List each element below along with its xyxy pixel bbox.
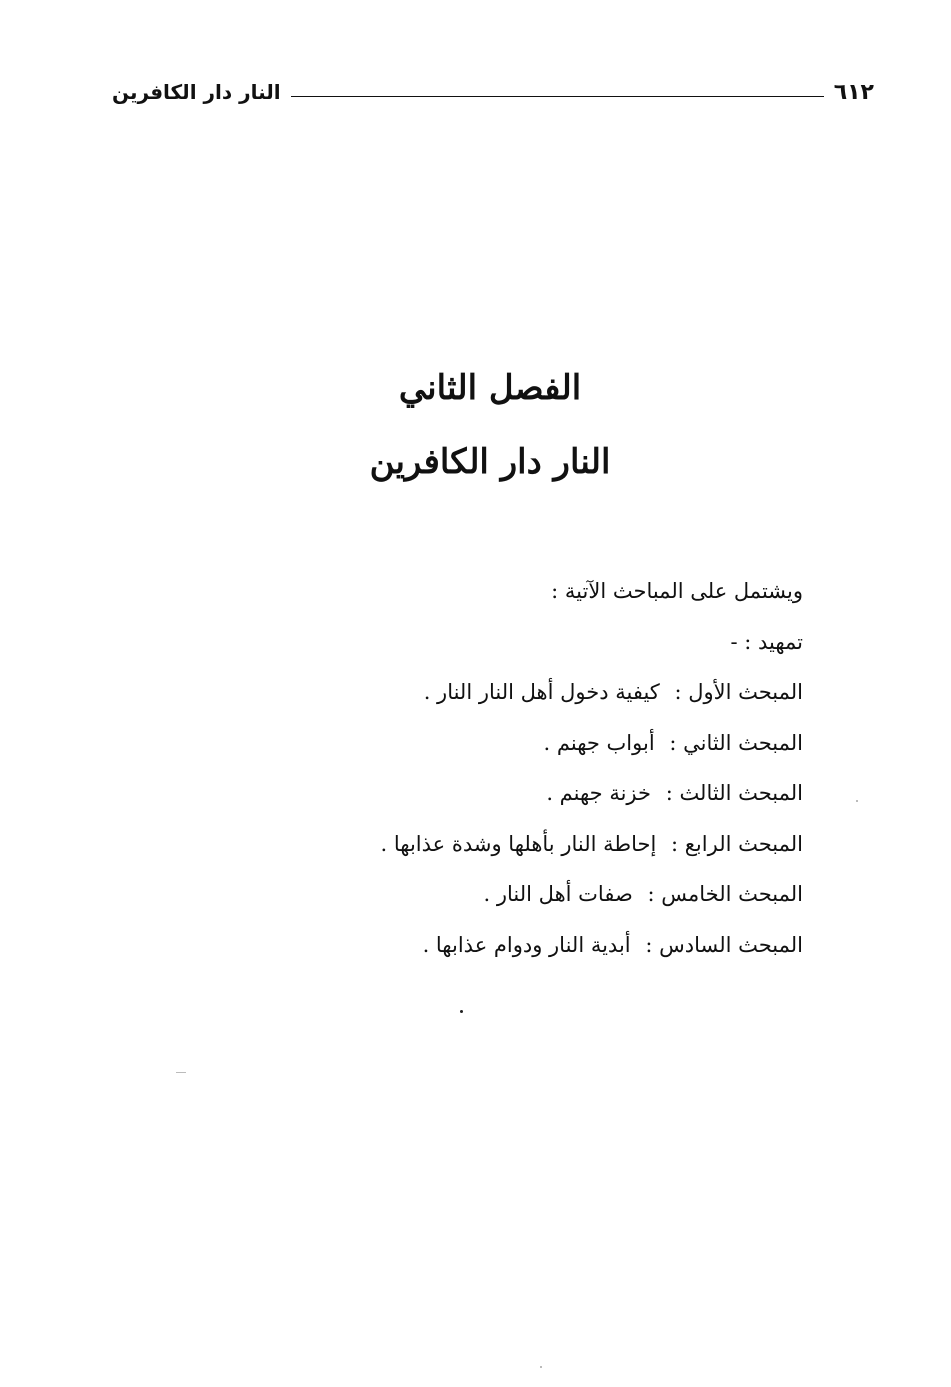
section-entry-4 xyxy=(283,819,803,870)
section-entry-1 xyxy=(283,667,803,718)
scan-speck xyxy=(176,1072,186,1073)
section-title: أبدية النار ودوام عذابها . xyxy=(422,932,631,957)
preface-entry: تمهيد : - xyxy=(730,629,803,654)
section-title: أبواب جهنم . xyxy=(543,730,655,755)
header-rule xyxy=(291,96,824,97)
chapter-heading xyxy=(0,365,951,487)
section-title: إحاطة النار بأهلها وشدة عذابها . xyxy=(380,831,657,856)
page-number: ٦١٢ xyxy=(833,79,874,105)
section-title: خزنة جهنم . xyxy=(546,781,651,805)
chapter-title: النار دار الكافرين xyxy=(369,442,611,482)
section-label: المبحث الثالث : xyxy=(665,781,803,805)
chapter-number: الفصل الثاني xyxy=(398,368,582,408)
running-header xyxy=(112,72,874,112)
section-title: صفات أهل النار . xyxy=(483,882,633,906)
section-entry-2 xyxy=(283,718,803,769)
section-label: المبحث السادس : xyxy=(645,932,803,957)
contents-intro: ويشتمل على المباحث الآتية : xyxy=(551,579,803,603)
section-entry-3 xyxy=(283,768,803,819)
running-title: النار دار الكافرين xyxy=(112,80,281,104)
section-entry-5 xyxy=(283,869,803,920)
section-label: المبحث الخامس : xyxy=(647,882,803,906)
chapter-contents-list xyxy=(283,566,803,970)
scan-speck xyxy=(460,1010,463,1013)
section-label: المبحث الأول : xyxy=(674,680,803,704)
section-title: كيفية دخول أهل النار النار . xyxy=(423,680,660,704)
scan-speck xyxy=(856,800,858,802)
section-entry-6 xyxy=(283,920,803,971)
section-label: المبحث الثاني : xyxy=(669,730,803,755)
section-label: المبحث الرابع : xyxy=(671,831,803,856)
scan-speck xyxy=(540,1366,542,1368)
